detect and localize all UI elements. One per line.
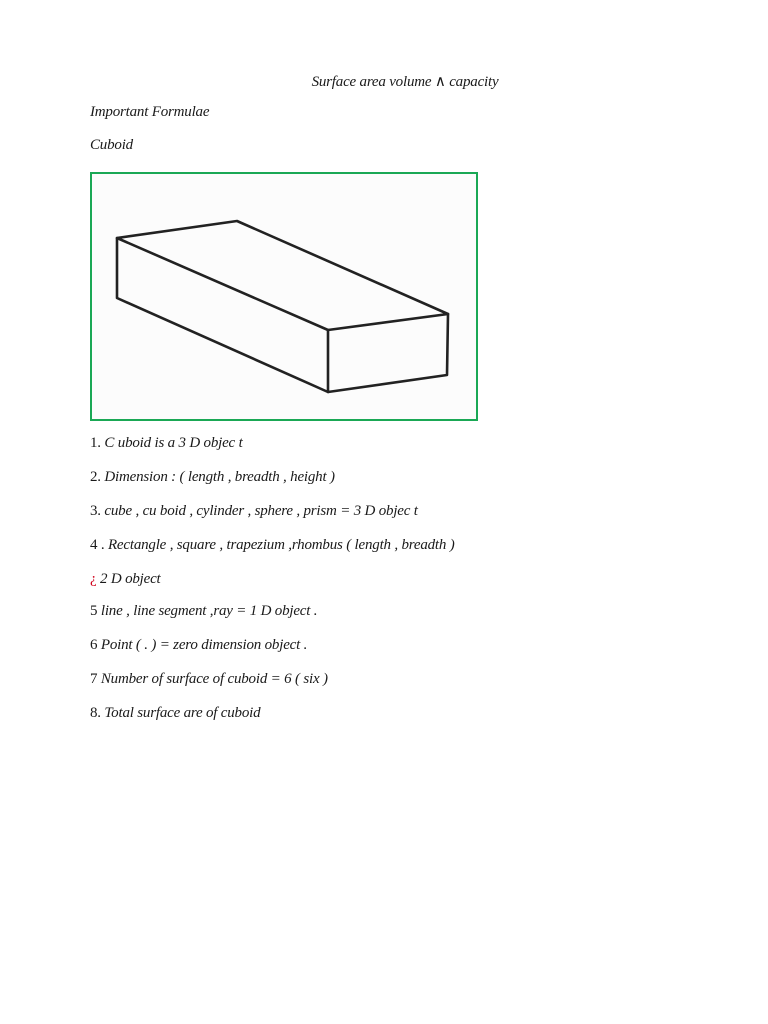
list-item-continuation (90, 571, 161, 588)
list-item (90, 435, 243, 452)
cuboid-drawing (92, 174, 476, 419)
list-item-number: 7 (90, 671, 98, 687)
list-item-text: Point ( . ) = zero dimension object . (100, 637, 308, 653)
list-item (90, 671, 328, 688)
list-item-number: 2. (90, 469, 101, 485)
list-item (90, 637, 307, 654)
list-item-text: C uboid is a 3 D objec t (104, 435, 243, 451)
cuboid-end-face (328, 314, 448, 392)
list-item-number: 8. (90, 705, 101, 721)
list-item (90, 469, 335, 486)
list-item-text: 2 D object (100, 571, 161, 587)
list-item-number: 1. (90, 435, 101, 451)
list-item-number: 4 . (90, 537, 105, 553)
list-item-number: 6 (90, 637, 98, 653)
list-item-text: Dimension : ( length , breadth , height ) (104, 469, 335, 485)
cuboid-top-face (117, 221, 448, 330)
list-item (90, 537, 455, 554)
list-item-text: Number of surface of cuboid = 6 ( six ) (100, 671, 328, 687)
list-item-number: 3. (90, 503, 101, 519)
list-item-text: line , line segment ,ray = 1 D object . (100, 603, 318, 619)
list-item (90, 503, 418, 520)
list-item-text: Total surface are of cuboid (104, 705, 261, 721)
inverted-question-mark: ¿ (90, 571, 97, 587)
list-item-text: cube , cu boid , cylinder , sphere , prism = 3 D objec t (104, 503, 418, 519)
cuboid-figure (90, 172, 478, 421)
section-subheading: Cuboid (90, 137, 133, 153)
document-title: Surface area volume ∧ capacity (311, 74, 499, 90)
list-item-text: Rectangle , square , trapezium ,rhombus ( length , breadth ) (107, 537, 455, 553)
list-item-number: 5 (90, 603, 98, 619)
list-item (90, 603, 317, 620)
section-heading: Important Formulae (90, 104, 210, 120)
list-item (90, 705, 260, 722)
